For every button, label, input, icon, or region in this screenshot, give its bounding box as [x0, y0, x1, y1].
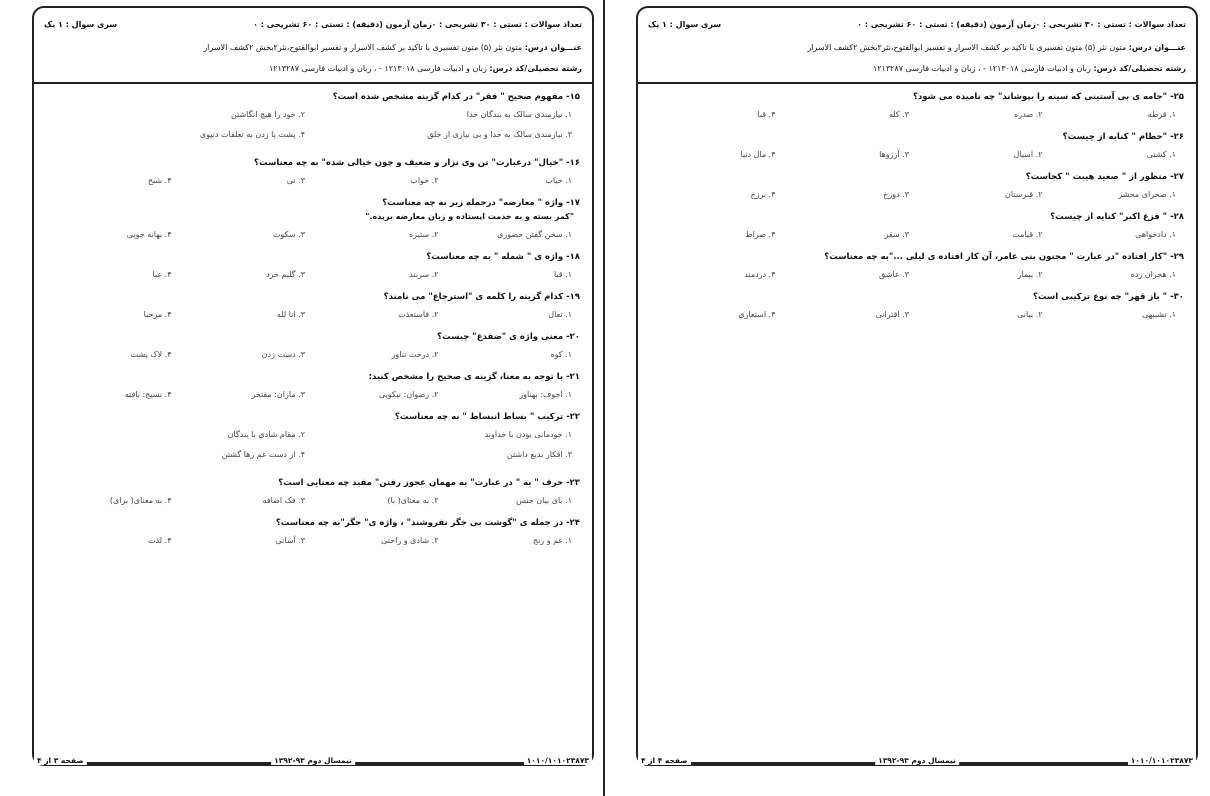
exam-time: زمان آزمون (دقیقه) : تستی : ۶۰ تشریحی : ۰: [253, 20, 432, 29]
answer-option: ۲. مقام شادی با بندگان: [227, 430, 305, 439]
answer-options: [46, 534, 580, 548]
question-item: [46, 370, 580, 402]
question-text: ۲۸- " فزع اکبر" کنایه از چیست؟: [1050, 212, 1184, 222]
question-series: سری سوال : ۱ یک: [648, 20, 722, 29]
answer-option: ۴. به معنای( برای): [109, 496, 172, 505]
answer-option: ۴. عبا: [152, 270, 172, 279]
answer-options: [650, 308, 1184, 322]
answer-option: ۴. برزخ: [750, 190, 776, 199]
question-item: [46, 90, 580, 148]
answer-options: [46, 268, 580, 282]
answer-options: [650, 148, 1184, 162]
question-text: ۲۹- "کار افتاده "در عبارت " مجنون بنی عامر، آن کار افتاده ی لیلی ..."به چه معناست؟: [824, 252, 1184, 262]
answer-option: ۱. صحرای محشر: [1118, 190, 1176, 199]
question-list: [650, 90, 1184, 330]
answer-option: ۴. مال دنیا: [740, 150, 776, 159]
answer-option: ۲. قبرستان: [1005, 190, 1043, 199]
answer-option: ۲. خود را هیچ انگاشتن: [230, 110, 305, 119]
question-text: ۱۵- مفهوم صحیح " فقر" در کدام گزینه مشخص شده است؟: [332, 92, 580, 102]
answer-option: ۴. دردمند: [744, 270, 776, 279]
answer-option: ۴. از دست غم رها گشتن: [221, 450, 305, 459]
answer-option: ۱. هجران زده: [1130, 270, 1176, 279]
question-item: [46, 476, 580, 508]
question-text: ۲۰- معنی واژه ی "ضفدع" چیست؟: [437, 332, 580, 342]
question-series: سری سوال : ۱ یک: [44, 20, 118, 29]
answer-option: ۴. مرحبا: [143, 310, 172, 319]
answer-option: ۱. دادخواهی: [1135, 230, 1176, 239]
question-text: ۱۶- "خیال" درعبارت" تن وی نزار و ضعیف و چون خیالی شده" به چه معناست؟: [254, 158, 580, 168]
answer-option: ۱. تشبیهی: [1142, 310, 1176, 319]
question-text: ۱۹- کدام گزینه را کلمه ی "استرجاع" می نامند؟: [383, 292, 580, 302]
question-item: [650, 290, 1184, 322]
question-item: [650, 170, 1184, 202]
answer-option: ۴. لاک پشت: [130, 350, 172, 359]
answer-option: ۲. سربند: [409, 270, 439, 279]
field-code: زبان و ادبیات فارسی ۱۲۱۳۰۱۸ - ، زبان و ادبیات فارسی ۱۲۱۳۲۸۷: [872, 64, 1091, 73]
answer-option: ۱. کوه: [550, 350, 572, 359]
question-item: [46, 250, 580, 282]
question-item: [46, 196, 580, 242]
answer-option: ۲. به معنای( با): [387, 496, 439, 505]
question-item: [46, 290, 580, 322]
answer-option: ۴. استعاری: [738, 310, 776, 319]
page-divider: [603, 0, 605, 796]
question-count: تعداد سوالات : تستی : ۳۰ تشریحی : ۰: [431, 20, 582, 29]
answer-option: ۴. بهانه جویی: [126, 230, 172, 239]
answer-options: [46, 348, 580, 362]
answer-option: ۱. خودمانی بودن با خداوند: [484, 430, 572, 439]
question-text: ۲۲- ترکیب " بساط انبساط " به چه معناست؟: [394, 412, 580, 422]
question-text: ۳۰- " باز قهر" چه نوع ترکیبی است؟: [1032, 292, 1184, 302]
answer-option: ۳. گلیم خرد: [265, 270, 305, 279]
answer-option: ۳. سکوت: [272, 230, 305, 239]
answer-option: ۳. اقترانی: [875, 310, 909, 319]
answer-option: ۴. لذت: [147, 536, 172, 545]
field-code-label: رشته تحصیلی/کد درس:: [489, 64, 582, 73]
answer-option: ۳. انا لله: [276, 310, 305, 319]
answer-option: ۲. فاستعذت: [398, 310, 439, 319]
footer-semester: نیمسال دوم ۹۳-۱۳۹۲: [875, 756, 959, 765]
answer-option: ۱. قبا: [553, 270, 572, 279]
answer-option: ۳. سقر: [884, 230, 909, 239]
exam-header: [34, 8, 592, 84]
question-item: [46, 330, 580, 362]
answer-option: ۱. قرطه: [1147, 110, 1176, 119]
course-title-label: عنـــوان درس:: [1128, 43, 1186, 52]
answer-option: ۳. کله: [888, 110, 909, 119]
answer-option: ۳. عاشق: [879, 270, 909, 279]
question-item: [650, 250, 1184, 282]
answer-option: ۱. سخن گفتن حضوری: [497, 230, 572, 239]
field-code: زبان و ادبیات فارسی ۱۲۱۳۰۱۸ - ، زبان و ادبیات فارسی ۱۲۱۳۲۸۷: [268, 64, 487, 73]
question-text: ۲۷- منظور از " صعید هیبت " کجاست؟: [1025, 172, 1184, 182]
answer-option: ۴. شبح: [147, 176, 172, 185]
answer-options: [46, 174, 580, 188]
answer-option: ۲. خواب: [410, 176, 439, 185]
answer-options: [650, 188, 1184, 202]
answer-options: [650, 268, 1184, 282]
answer-option: ۱. نیازمندی سالک به بندگان خدا: [466, 110, 572, 119]
page-number: صفحه ۴ از ۴: [638, 756, 691, 765]
question-text: ۲۶- "حطام " کنایه از چیست؟: [1062, 132, 1184, 142]
answer-option: ۳. فک اضافه: [262, 496, 305, 505]
question-text: ۱۷- واژه " معارضه" درجمله زیر به چه معناست؟: [382, 198, 580, 208]
answer-option: ۲. بیانی: [1017, 310, 1043, 319]
answer-option: ۲. صدره: [1014, 110, 1043, 119]
footer-semester: نیمسال دوم ۹۳-۱۳۹۲: [271, 756, 355, 765]
course-title: متون نثر (۵) متون تفسیری با تاکید بر کشف الاسرار و تفسیر ابوالفتوح،نثر۲بخش ۲کشف الاسرار: [807, 43, 1127, 52]
answer-option: ۳. مازان: مفتخر: [251, 390, 305, 399]
answer-option: ۴. پشت پا زدن به تعلقات دنیوی: [199, 130, 305, 139]
answer-option: ۳. دوزخ: [883, 190, 909, 199]
answer-option: ۴. قبا: [757, 110, 776, 119]
exam-page-3: [32, 6, 594, 766]
question-quote: "کمر بسته و به خدمت ایستاده و زبان معارضه بریده.": [365, 212, 574, 221]
answer-option: ۱. بای بیان جنس: [516, 496, 572, 505]
page-number: صفحه ۳ از ۴: [34, 756, 87, 765]
question-text: ۲۱- با توجه به معنا، گزینه ی صحیح را مشخص کنید:: [368, 372, 580, 382]
answer-option: ۳. دست زدن: [261, 350, 305, 359]
page-footer: [638, 756, 1196, 770]
answer-option: ۱. اجوف: بهناور: [519, 390, 572, 399]
answer-options: [46, 494, 580, 508]
answer-option: ۱. خیاب: [545, 176, 572, 185]
answer-option: ۳. آرزوها: [879, 150, 909, 159]
answer-option: ۴. صراط: [745, 230, 776, 239]
answer-options: [650, 228, 1184, 242]
course-title-label: عنـــوان درس:: [524, 43, 582, 52]
question-item: [650, 130, 1184, 162]
answer-option: ۲. درخت تناور: [391, 350, 439, 359]
question-item: [46, 410, 580, 468]
answer-option: ۲. رضوان: نیکویی: [378, 390, 439, 399]
answer-option: ۲. ستیزه: [408, 230, 439, 239]
exam-header: [638, 8, 1196, 84]
page-footer: [34, 756, 592, 770]
answer-option: ۲. قیامت: [1012, 230, 1043, 239]
answer-options: [46, 388, 580, 402]
answer-option: ۲. شادی و راحتی: [381, 536, 439, 545]
question-item: [46, 516, 580, 548]
question-text: ۲۴- در جمله ی "گوشت بی جگر نفروشند" ، واژه ی" جگر"به چه معناست؟: [275, 518, 580, 528]
answer-options: [46, 108, 580, 148]
answer-option: ۲. اسیال: [1013, 150, 1043, 159]
answer-options: [46, 228, 580, 242]
question-text: ۱۸- واژه ی " شمله " به چه معناست؟: [426, 252, 580, 262]
question-item: [46, 156, 580, 188]
answer-option: ۱. تعال: [548, 310, 572, 319]
answer-option: ۱. غم و رنج: [532, 536, 572, 545]
answer-option: ۳. نی: [286, 176, 305, 185]
answer-option: ۳. نیازمندی سالک به خدا و بی نیازی از خلق: [427, 130, 572, 139]
question-text: ۲۵- "جامه ی بی آستینی که سینه را بپوشاند" چه نامیده می شود؟: [912, 92, 1184, 102]
question-text: ۲۳- حرف " به " در عبارت" به مهمان عجوز رفتن" مفید چه معنایی است؟: [278, 478, 580, 488]
field-code-label: رشته تحصیلی/کد درس:: [1093, 64, 1186, 73]
exam-page-4: [636, 6, 1198, 766]
answer-option: ۱. کشتی: [1146, 150, 1176, 159]
question-list: [46, 90, 580, 556]
exam-time: زمان آزمون (دقیقه) : تستی : ۶۰ تشریحی : ۰: [857, 20, 1036, 29]
answer-options: [650, 108, 1184, 122]
answer-options: [46, 308, 580, 322]
course-title: متون نثر (۵) متون تفسیری با تاکید بر کشف الاسرار و تفسیر ابوالفتوح،نثر۲بخش ۲کشف الاسرار: [203, 43, 523, 52]
answer-options: [46, 428, 580, 468]
footer-code: ۱۰۱۰/۱۰۱۰۲۳۸۷۳: [524, 756, 592, 765]
answer-option: ۳. آسانی: [275, 536, 305, 545]
answer-option: ۴. نسیج: بافته: [124, 390, 172, 399]
question-count: تعداد سوالات : تستی : ۳۰ تشریحی : ۰: [1035, 20, 1186, 29]
answer-option: ۲. بیمار: [1017, 270, 1043, 279]
question-item: [650, 90, 1184, 122]
question-item: [650, 210, 1184, 242]
answer-option: ۳. افکار بدیع داشتن: [506, 450, 572, 459]
footer-code: ۱۰۱۰/۱۰۱۰۲۳۸۷۳: [1128, 756, 1196, 765]
